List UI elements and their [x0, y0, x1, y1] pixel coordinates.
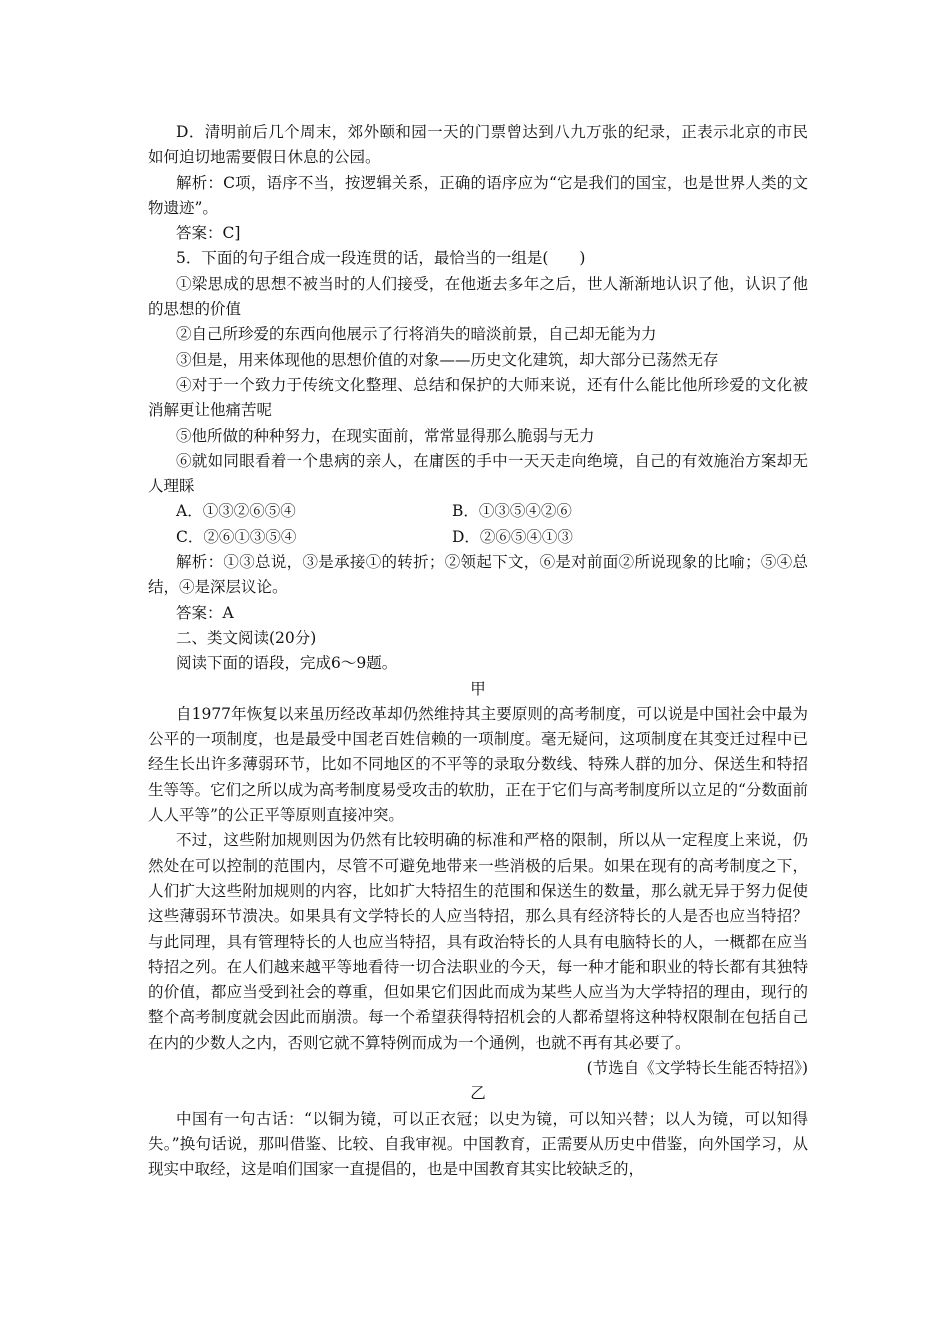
q5-sentence-5: ⑤他所做的种种努力，在现实面前，常常显得那么脆弱与无力 — [176, 426, 595, 445]
q5-option-c: C．②⑥①③⑤④ — [176, 527, 297, 546]
section-instruction: 阅读下面的语段，完成6～9题。 — [176, 654, 398, 673]
q5-answer: 答案：A — [176, 603, 234, 622]
passage-yi-paragraph-1: 中国有一句古话：“以铜为镜，可以正衣冠；以史为镜，可以知兴替；以人为镜，可以知得失。”换句话说，那叫借鉴、比较、自我审视。中国教育，正需要从历史中借鉴，向外国学习，从现实中取经，这是咱们国家一直提倡的，也是中国教育其实比较缺乏的， — [148, 1109, 808, 1179]
q5-options-row-1 — [148, 499, 808, 524]
section-heading: 二、类文阅读(20分) — [176, 628, 317, 647]
q5-sentence-1: ①梁思成的思想不被当时的人们接受，在他逝去多年之后，世人渐渐地认识了他，认识了他的思想的价值 — [148, 274, 808, 319]
q5-sentence-6: ⑥就如同眼看着一个患病的亲人，在庸医的手中一天天走向绝境，自己的有效施治方案却无人理睬 — [148, 451, 808, 496]
q5-option-b: B．①③⑤④②⑥ — [452, 502, 572, 521]
passage-yi-label: 乙 — [470, 1084, 486, 1103]
q5-options-row-2 — [148, 525, 808, 550]
q5-sentence-2: ②自己所珍爱的东西向他展示了行将消失的暗淡前景，自己却无能为力 — [176, 325, 657, 344]
q4-option-d: D．清明前后几个周末，郊外颐和园一天的门票曾达到八九万张的纪录，正表示北京的市民如何迫切地需要假日休息的公园。 — [148, 123, 808, 167]
q5-stem: 5．下面的句子组合成一段连贯的话，最恰当的一组是( ) — [176, 249, 586, 268]
page-content — [148, 120, 808, 1182]
q4-analysis: 解析：C项，语序不当，按逻辑关系，正确的语序应为“它是我们的国宝，也是世界人类的文物遗迹”。 — [148, 173, 808, 217]
passage-jia-label: 甲 — [470, 679, 486, 698]
q5-analysis: 解析：①③总说，③是承接①的转折；②领起下文，⑥是对前面②所说现象的比喻；⑤④总结，④是深层议论。 — [148, 553, 808, 597]
q5-option-a: A．①③②⑥⑤④ — [176, 502, 296, 521]
q5-option-d: D．②⑥⑤④①③ — [452, 527, 573, 546]
q5-sentence-3: ③但是，用来体现他的思想价值的对象——历史文化建筑，却大部分已荡然无存 — [176, 350, 719, 369]
q4-answer: 答案：C] — [176, 224, 241, 243]
passage-jia-paragraph-2: 不过，这些附加规则因为仍然有比较明确的标准和严格的限制，所以从一定程度上来说，仍然处在可以控制的范围内，尽管不可避免地带来一些消极的后果。如果在现有的高考制度之下，人们扩大这些附加规则的内容，比如扩大特招生的范围和保送生的数量，那么就无异于努力促使这些薄弱环节溃决。如果具有文学特长的人应当特招，那么具有经济特长的人是否也应当特招？与此同理，具有管理特长的人也应当特招，具有政治特长的人具有电脑特长的人，一概都在应当特招之列。在人们越来越平等地看待一切合法职业的今天，每一种才能和职业的特长都有其独特的价值，都应当受到社会的尊重，但如果它们因此而成为某些人应当为大学特招的理由，现行的整个高考制度就会因此而崩溃。每一个希望获得特招机会的人都希望将这种特权限制在包括自己在内的少数人之内，否则它就不算特例而成为一个通例，也就不再有其必要了。 — [148, 831, 808, 1052]
passage-jia-source: (节选自《文学特长生能否特招》) — [586, 1058, 808, 1077]
q5-sentence-4: ④对于一个致力于传统文化整理、总结和保护的大师来说，还有什么能比他所珍爱的文化被消解更让他痛苦呢 — [148, 375, 808, 420]
passage-jia-paragraph-1: 自1977年恢复以来虽历经改革却仍然维持其主要原则的高考制度，可以说是中国社会中最为公平的一项制度，也是最受中国老百姓信赖的一项制度。毫无疑问，这项制度在其变迁过程中已经生长出许多薄弱环节，比如不同地区的不平等的录取分数线、特殊人群的加分、保送生和特招生等等。它们之所以成为高考制度易受攻击的软肋，正在于它们与高考制度所以立足的“分数面前人人平等”的公正平等原则直接冲突。 — [148, 704, 808, 825]
